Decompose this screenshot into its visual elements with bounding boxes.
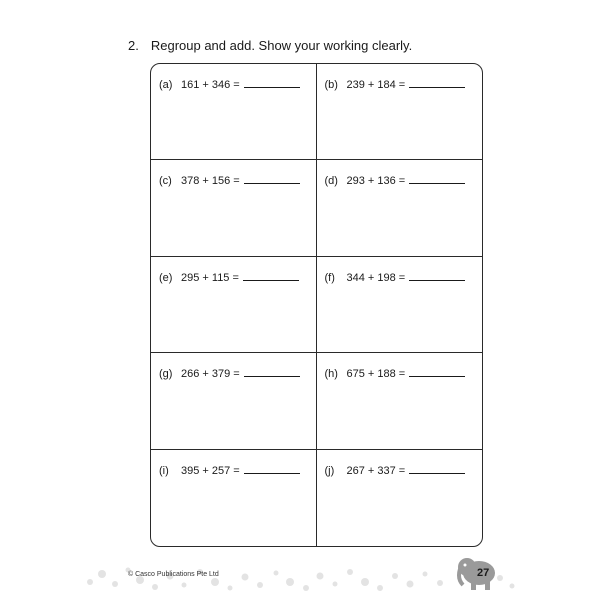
problem-label: (j) [324, 464, 335, 477]
answer-blank[interactable] [244, 78, 300, 88]
problem-label: (f) [324, 271, 335, 284]
problem-cell-b[interactable] [317, 64, 483, 160]
problem-label: (e) [159, 271, 173, 284]
problem-cell-i[interactable] [151, 450, 317, 546]
problem-cell-h[interactable] [317, 353, 483, 449]
problem-expression: 266 + 379 = [181, 368, 240, 381]
problem-cell-d[interactable] [317, 160, 483, 256]
problem-cell-a[interactable] [151, 64, 317, 160]
problem-label: (i) [159, 464, 169, 477]
problem-cell-j[interactable] [317, 450, 483, 546]
problem-cell-f[interactable] [317, 257, 483, 353]
problem-label: (a) [159, 79, 173, 91]
problem-label: (h) [324, 368, 338, 381]
problem-expression: 161 + 346 = [181, 79, 240, 91]
problem-cell-g[interactable] [151, 353, 317, 449]
problem-expression: 395 + 257 = [181, 464, 240, 477]
problem-expression: 239 + 184 = [346, 79, 406, 91]
answer-blank[interactable] [409, 271, 465, 281]
answer-blank[interactable] [409, 174, 465, 184]
problem-expression: 295 + 115 = [181, 271, 239, 284]
answer-blank[interactable] [409, 367, 465, 377]
problem-label: (c) [159, 175, 172, 188]
problem-expression: 675 + 188 = [346, 368, 406, 381]
question-instruction: Regroup and add. Show your working clearly. [150, 38, 413, 53]
copyright-text: © Casco Publications Pte Ltd [128, 571, 219, 578]
problem-cell-c[interactable] [151, 160, 317, 256]
answer-blank[interactable] [409, 78, 465, 88]
problem-expression: 267 + 337 = [346, 464, 406, 477]
answer-blank[interactable] [244, 464, 300, 474]
problem-expression: 293 + 136 = [346, 175, 406, 188]
problem-expression: 344 + 198 = [346, 271, 406, 284]
question-heading [128, 38, 412, 53]
answer-blank[interactable] [409, 464, 465, 474]
answer-blank[interactable] [243, 271, 299, 281]
question-number: 2. [128, 38, 139, 53]
problem-label: (b) [324, 79, 338, 91]
page-number: 27 [477, 567, 490, 579]
problem-cell-e[interactable] [151, 257, 317, 353]
answer-blank[interactable] [244, 174, 300, 184]
problem-expression: 378 + 156 = [181, 175, 240, 188]
problem-label: (d) [324, 175, 338, 188]
problem-label: (g) [159, 368, 173, 381]
answer-blank[interactable] [244, 367, 300, 377]
answer-grid [150, 63, 483, 547]
